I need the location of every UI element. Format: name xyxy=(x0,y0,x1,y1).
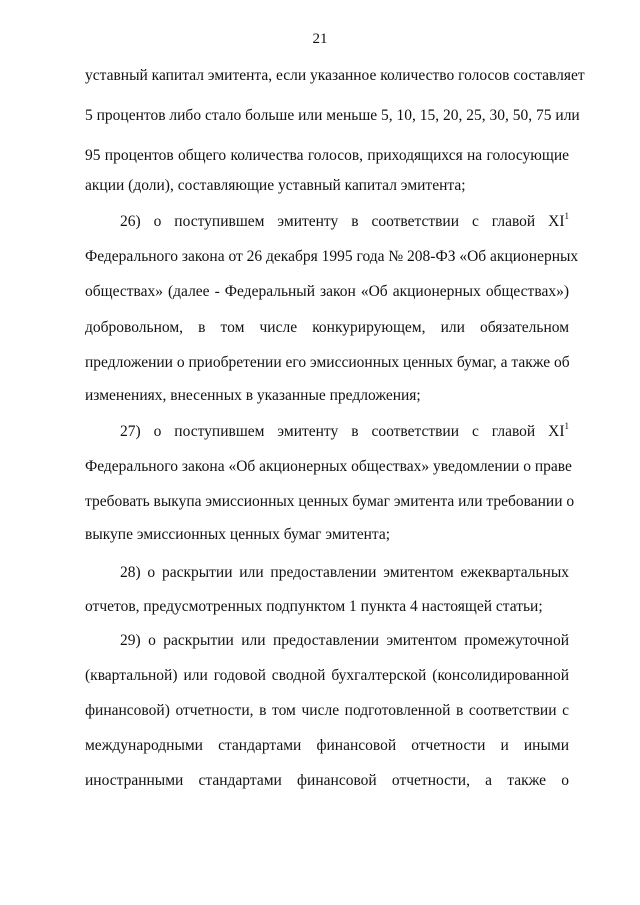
item-27-heading-line: 27) о поступившем эмитенту в соответствии с главой $XI^1$ xyxy=(120,421,569,440)
text-line-10: изменениях, внесенных в указанные предложения; xyxy=(85,387,421,404)
text-line-8: добровольном, в том числе конкурирующем, или обязательном xyxy=(85,319,569,336)
text-line-19: финансовой) отчетности, в том числе подготовленной в соответствии с xyxy=(85,702,569,719)
text-line-18: (квартальной) или годовой сводной бухгалтерской (консолидированной xyxy=(85,667,569,684)
text-line-13: требовать выкупа эмиссионных ценных бумаг эмитента или требовании о xyxy=(85,493,575,510)
text-line-20: международными стандартами финансовой отчетности и иными xyxy=(85,737,569,754)
text-line-7: обществах» (далее - Федеральный закон «Об акционерных обществах») xyxy=(85,283,569,300)
text-line-21: иностранными стандартами финансовой отчетности, а также о xyxy=(85,772,569,789)
text-line-12: Федерального закона «Об акционерных обществах» уведомлении о праве xyxy=(85,458,572,475)
text-line-3: 95 процентов общего количества голосов, приходящихся на голосующие xyxy=(85,147,569,164)
superscript-1: 1 xyxy=(564,421,569,431)
text-line-4: акции (доли), составляющие уставный капитал эмитента; xyxy=(85,177,466,194)
superscript-1: 1 xyxy=(564,211,569,221)
text-line-9: предложении о приобретении его эмиссионных ценных бумаг, а также об xyxy=(85,354,570,371)
text-line-6: Федерального закона от 26 декабря 1995 года № 208-ФЗ «Об акционерных xyxy=(85,248,579,265)
text-line-16: отчетов, предусмотренных подпунктом 1 пункта 4 настоящей статьи; xyxy=(85,598,543,615)
item-26-heading-line: 26) о поступившем эмитенту в соответствии с главой $XI^1$ xyxy=(120,211,569,230)
text-line-2: 5 процентов либо стало больше или меньше 5, 10, 15, 20, 25, 30, 50, 75 или xyxy=(85,107,580,124)
item-28-heading-line: 28) о раскрытии или предоставлении эмитентом ежеквартальных xyxy=(120,564,569,581)
text-line-14: выкупе эмиссионных ценных бумаг эмитента; xyxy=(85,526,391,543)
page-number: 21 xyxy=(312,31,328,47)
item-29-heading-line: 29) о раскрытии или предоставлении эмитентом промежуточной xyxy=(120,632,569,649)
text-line-1: уставный капитал эмитента, если указанное количество голосов составляет xyxy=(85,67,585,84)
